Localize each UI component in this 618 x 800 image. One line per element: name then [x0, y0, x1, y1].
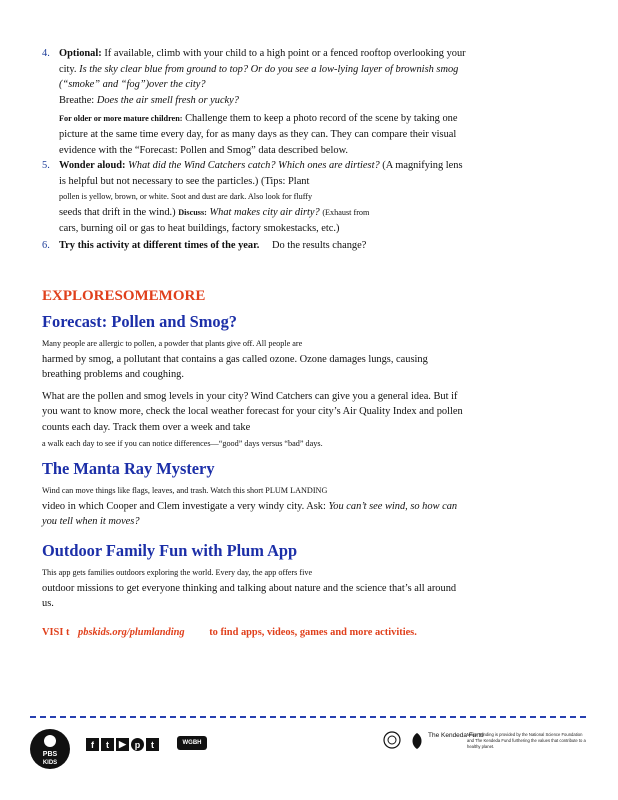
outdoor-small-text: This app gets families outdoors exploring the world. Every day, the app offers five — [42, 568, 313, 577]
step-question: Is the sky clear blue from ground to top? Or do you see a low-lying layer of brownish smog (“smoke” and “fog”)over the city? — [59, 63, 459, 91]
manta-paragraph — [42, 483, 467, 530]
explore-some-more-heading: EXPLORESOMEMORE — [42, 288, 206, 304]
older-label: For older or more mature children: — [59, 114, 183, 124]
visit-suffix: to find apps, videos, games and more activities. — [209, 627, 417, 638]
older-text: Challenge them to keep a photo record of the scene by taking one picture at the same time every day, for as many days as they can. They can compare their visual evidence with the “Forecast: Pollen and Smog” data described below. — [59, 113, 458, 156]
step-6 — [42, 238, 472, 254]
funding-credit: Major Funding is provided by the National Science Foundation and The Kendeda Fund furthering the values that contribute to a healthy planet. — [467, 732, 586, 749]
wgbh-logo: WGBH — [177, 736, 207, 750]
discuss-label: Discuss: — [178, 207, 207, 217]
tumblr-icon[interactable]: t — [146, 738, 159, 751]
twitter-icon[interactable]: t — [101, 738, 114, 751]
facebook-icon[interactable]: f — [86, 738, 99, 751]
step-small-text-2: (Exhaust from — [322, 207, 370, 217]
forecast-paragraph-1 — [42, 336, 467, 383]
kendeda-fund-logo-text: The Kendeda Fund — [428, 732, 484, 739]
step-number: 4. — [42, 48, 50, 59]
manta-text: video in which Cooper and Clem investigate a very windy city. Ask: — [42, 500, 326, 512]
kendeda-fund-icon — [408, 731, 426, 756]
svg-text:PBS: PBS — [42, 751, 58, 758]
outdoor-section — [42, 541, 467, 618]
activity-steps — [42, 46, 472, 254]
step-text-3: cars, burning oil or gas to heat buildings, factory smokestacks, etc.) — [59, 222, 340, 234]
forecast-paragraph-2 — [42, 389, 467, 451]
step-text: If available, climb with your child to a high point or a fenced rooftop overlooking your city. — [59, 48, 466, 75]
forecast-title: Forecast: Pollen and Smog? — [42, 312, 238, 331]
discuss-question: What makes city air dirty? — [209, 206, 320, 218]
visit-line — [42, 627, 417, 638]
breathe-label: Breathe: — [59, 94, 95, 106]
outdoor-text: outdoor missions to get everyone thinking and talking about nature and the science that’s all around us. — [42, 582, 457, 610]
nsf-logo — [382, 730, 402, 755]
outdoor-paragraph — [42, 565, 467, 612]
manta-small-text: Wind can move things like flags, leaves, and trash. Watch this short PLUM LANDING — [42, 486, 328, 495]
step-5 — [42, 158, 472, 236]
manta-title: The Manta Ray Mystery — [42, 459, 215, 478]
forecast-text: harmed by smog, a pollutant that contains a gas called ozone. Ozone damages lungs, causing breathing problems and coughing. — [42, 353, 428, 381]
step-text: (A magnifying lens is helpful but not necessary to see the particles.) (Tips: Plant — [59, 160, 463, 187]
social-icons — [86, 738, 159, 751]
outdoor-title: Outdoor Family Fun with Plum App — [42, 541, 298, 560]
visit-prefix: VISI t — [42, 627, 70, 638]
step-text-2: seeds that drift in the wind.) — [59, 206, 176, 218]
breathe-question: Does the air smell fresh or yucky? — [96, 94, 239, 106]
step-label: Optional: — [59, 48, 102, 59]
youtube-icon[interactable]: ▶ — [116, 738, 129, 751]
plumlanding-link[interactable]: pbskids.org/plumlanding — [78, 627, 185, 638]
footer-divider — [30, 716, 586, 718]
manta-section — [42, 459, 467, 536]
step-small-text: pollen is yellow, brown, or white. Soot and dust are dark. Also look for fluffy — [59, 192, 313, 202]
older-children-note — [59, 111, 472, 158]
step-question: What did the Wind Catchers catch? Which ones are dirtiest? — [128, 160, 380, 172]
svg-text:KIDS: KIDS — [42, 760, 58, 766]
step-4 — [42, 46, 472, 158]
step-label: Wonder aloud: — [59, 160, 126, 172]
step-number: 5. — [42, 160, 50, 172]
forecast-small-text-2: a walk each day to see if you can notice differences—“good” days versus “bad” days. — [42, 438, 323, 448]
step-text: Do the results change? — [271, 240, 367, 252]
step-bold-text: Try this activity at different times of the year. — [59, 240, 260, 252]
pbs-kids-logo — [28, 727, 78, 777]
pinterest-icon[interactable]: p — [131, 738, 144, 751]
forecast-text-2: What are the pollen and smog levels in your city? Wind Catchers can give you a general idea. But if you want to know more, check the local weather forecast for your city’s Air Quality Index and pollen counts each day. Track them over a week and take — [42, 390, 463, 433]
manta-question: You can’t see wind, so how can you tell when it moves? — [42, 500, 458, 528]
forecast-section — [42, 312, 467, 457]
step-number: 6. — [42, 240, 50, 252]
forecast-small-text: Many people are allergic to pollen, a powder that plants give off. All people are — [42, 339, 303, 348]
